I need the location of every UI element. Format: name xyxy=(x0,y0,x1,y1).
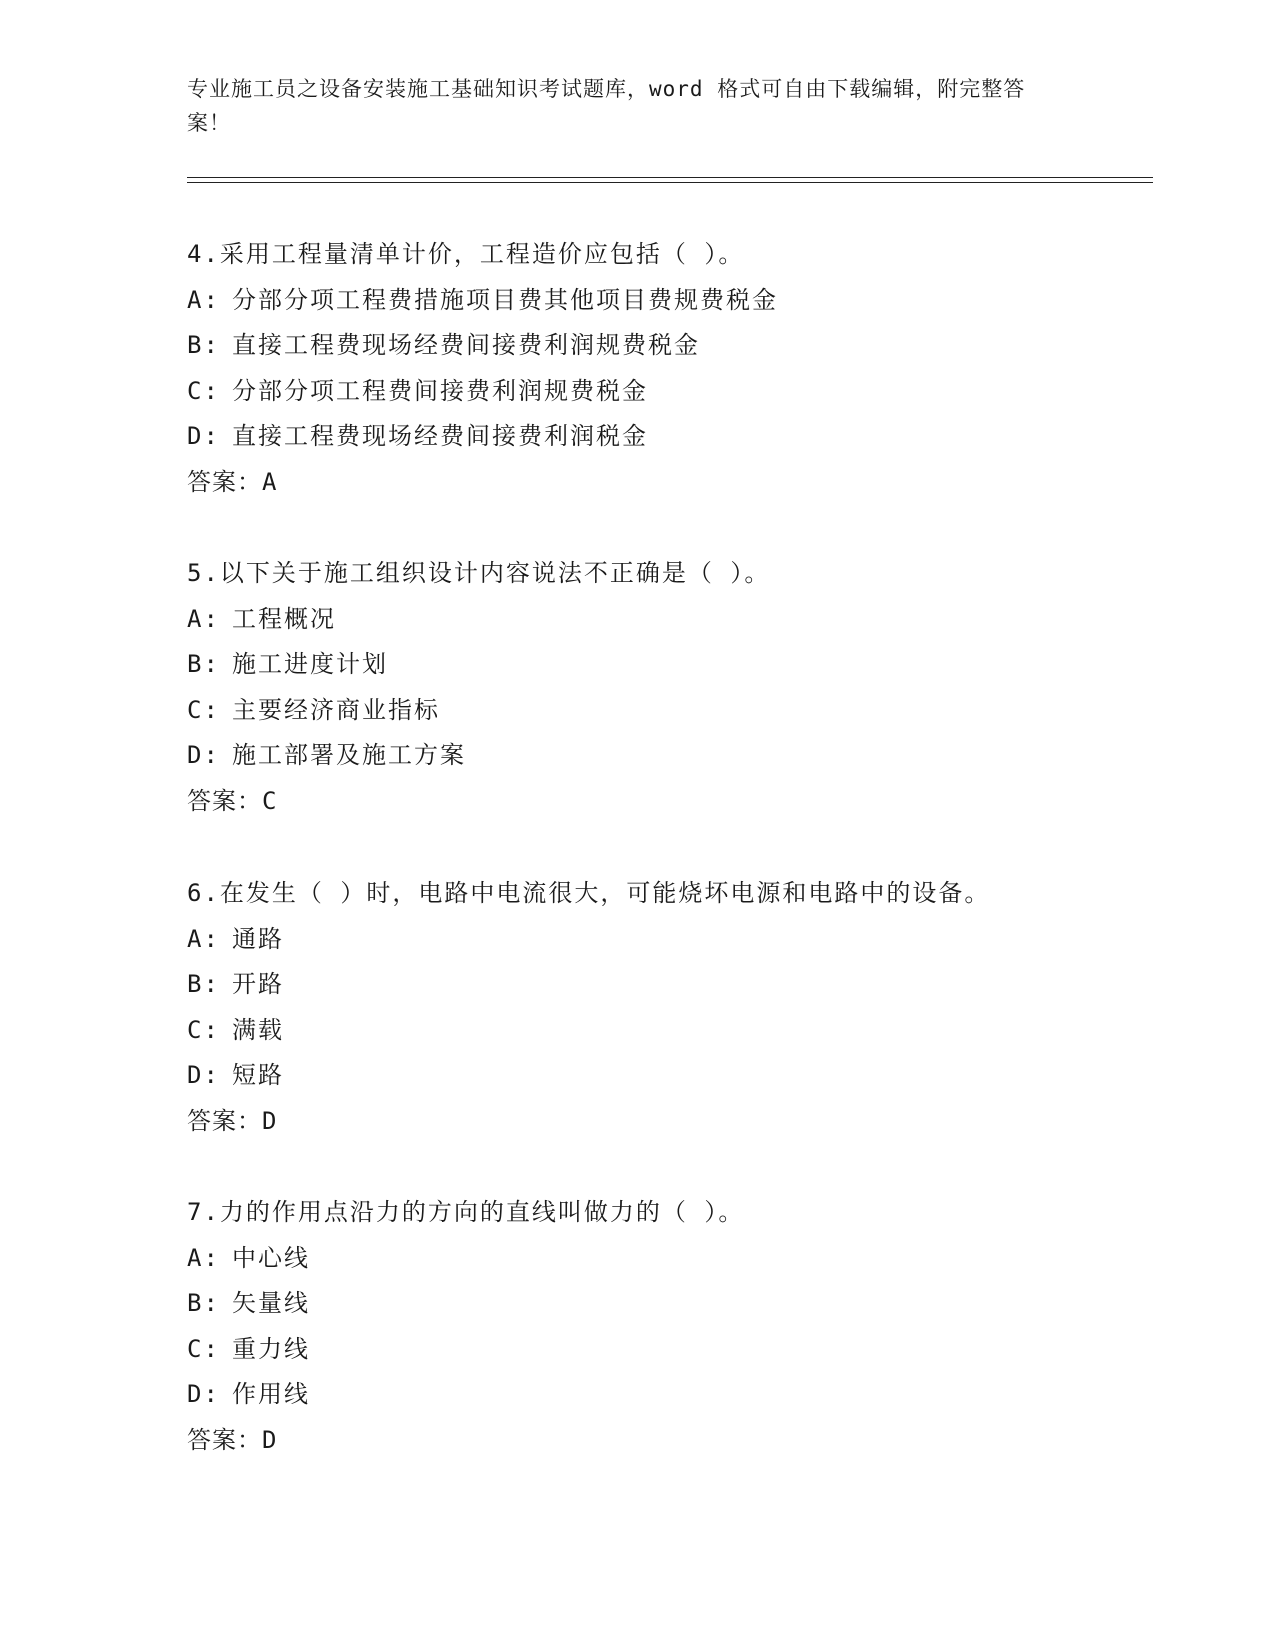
answer xyxy=(187,1099,1127,1145)
option-text: 工程概况 xyxy=(232,604,336,633)
answer-value: D xyxy=(262,1425,279,1454)
option-label: A: xyxy=(187,1243,220,1272)
option-label: A: xyxy=(187,604,220,633)
option-label: D: xyxy=(187,741,220,770)
answer xyxy=(187,1418,1127,1464)
answer-label: 答案： xyxy=(187,1106,262,1135)
option-d xyxy=(187,1053,1127,1099)
document-header: 专业施工员之设备安装施工基础知识考试题库，word 格式可自由下载编辑，附完整答案！ xyxy=(187,77,1026,135)
question-4 xyxy=(187,232,1127,506)
header-divider-bottom xyxy=(187,182,1153,183)
question-5 xyxy=(187,551,1127,825)
option-text: 直接工程费现场经费间接费利润税金 xyxy=(232,422,648,451)
option-b xyxy=(187,323,1127,369)
option-text: 矢量线 xyxy=(232,1289,310,1318)
option-b xyxy=(187,1281,1127,1327)
option-a xyxy=(187,917,1127,963)
option-a xyxy=(187,1236,1127,1282)
option-text: 满载 xyxy=(232,1015,284,1044)
option-d xyxy=(187,414,1127,460)
option-label: D: xyxy=(187,422,220,451)
answer xyxy=(187,460,1127,506)
option-label: A: xyxy=(187,285,220,314)
answer xyxy=(187,779,1127,825)
option-label: C: xyxy=(187,1334,220,1363)
option-c xyxy=(187,369,1127,415)
option-text: 施工部署及施工方案 xyxy=(232,741,466,770)
option-c xyxy=(187,688,1127,734)
option-label: C: xyxy=(187,695,220,724)
option-d xyxy=(187,1372,1127,1418)
header-divider-top xyxy=(187,177,1153,178)
answer-label: 答案： xyxy=(187,1425,262,1454)
option-a xyxy=(187,278,1127,324)
question-stem: 6.在发生（ ）时，电路中电流很大，可能烧坏电源和电路中的设备。 xyxy=(187,879,991,907)
option-label: D: xyxy=(187,1061,220,1090)
answer-value: A xyxy=(262,467,279,496)
option-text: 开路 xyxy=(232,970,284,999)
option-text: 作用线 xyxy=(232,1380,310,1409)
option-text: 主要经济商业指标 xyxy=(232,695,440,724)
option-a xyxy=(187,597,1127,643)
option-label: B: xyxy=(187,331,220,360)
option-label: C: xyxy=(187,376,220,405)
question-stem: 7.力的作用点沿力的方向的直线叫做力的（ ）。 xyxy=(187,1198,745,1226)
option-text: 分部分项工程费间接费利润规费税金 xyxy=(232,376,648,405)
question-stem: 5.以下关于施工组织设计内容说法不正确是（ ）。 xyxy=(187,559,771,587)
option-d xyxy=(187,733,1127,779)
option-text: 施工进度计划 xyxy=(232,650,388,679)
option-text: 重力线 xyxy=(232,1334,310,1363)
option-b xyxy=(187,962,1127,1008)
answer-label: 答案： xyxy=(187,786,262,815)
answer-value: C xyxy=(262,786,279,815)
option-label: A: xyxy=(187,924,220,953)
option-text: 中心线 xyxy=(232,1243,310,1272)
question-6 xyxy=(187,871,1127,1145)
option-text: 直接工程费现场经费间接费利润规费税金 xyxy=(232,331,700,360)
answer-label: 答案： xyxy=(187,467,262,496)
option-text: 分部分项工程费措施项目费其他项目费规费税金 xyxy=(232,285,778,314)
answer-value: D xyxy=(262,1106,279,1135)
option-label: D: xyxy=(187,1380,220,1409)
option-label: C: xyxy=(187,1015,220,1044)
question-stem: 4.采用工程量清单计价，工程造价应包括（ ）。 xyxy=(187,240,745,268)
option-text: 短路 xyxy=(232,1061,284,1090)
option-c xyxy=(187,1008,1127,1054)
option-label: B: xyxy=(187,650,220,679)
option-b xyxy=(187,642,1127,688)
option-label: B: xyxy=(187,1289,220,1318)
option-label: B: xyxy=(187,970,220,999)
option-text: 通路 xyxy=(232,924,284,953)
option-c xyxy=(187,1327,1127,1373)
question-7 xyxy=(187,1190,1127,1464)
